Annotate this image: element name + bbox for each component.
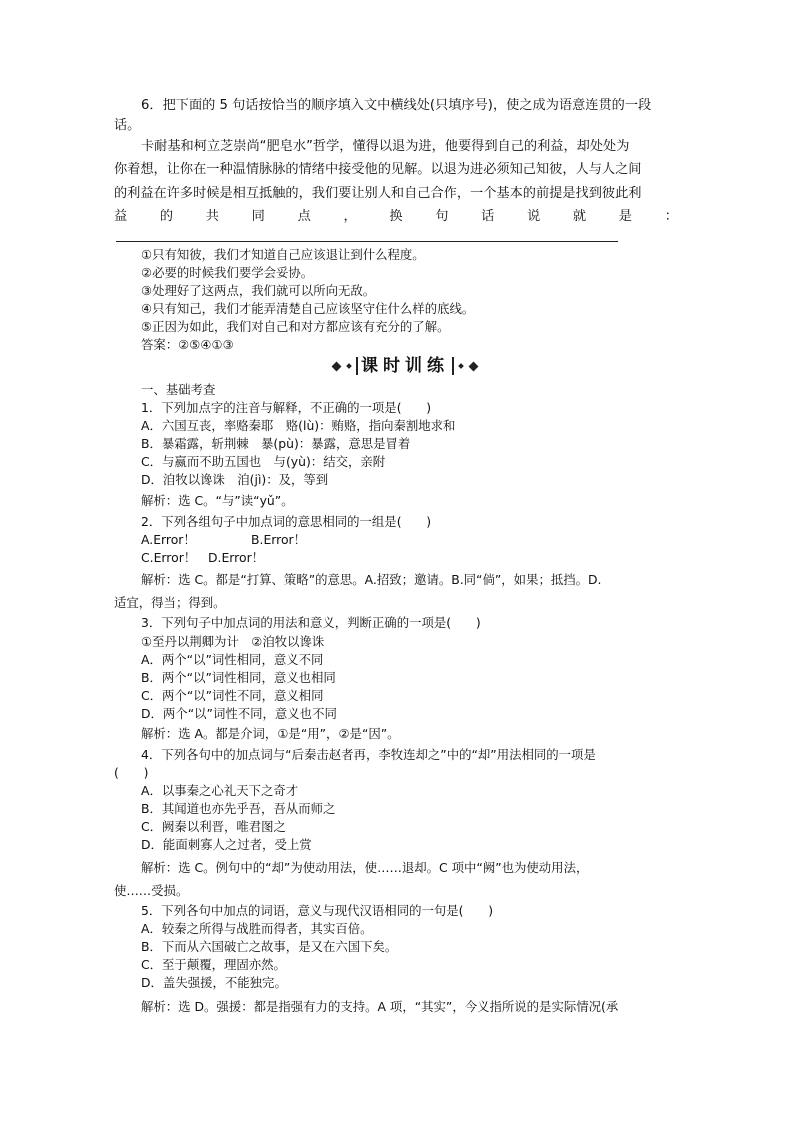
q6-passage-line3: 的利益在许多时候是相互抵触的，我们要让别人和自己合作，一个基本的前提是找到彼此利 [114, 186, 642, 201]
q4-analysis-line2: 使……受损。 [114, 883, 189, 898]
q6-passage-line2: 你着想，让你在一种温情脉脉的情绪中接受他的见解。以退为进必须知己知彼，人与人之间 [114, 162, 642, 177]
q4-option-a: A．以事秦之心礼天下之奇才 [141, 783, 299, 798]
q4-stem-line2: ( ) [114, 765, 149, 780]
q5-option-a: A．较秦之所得与战胜而得者，其实百倍。 [141, 921, 373, 936]
passage-char: ， [343, 209, 357, 224]
passage-char: 句 [435, 209, 449, 224]
q2-analysis-line1: 解析：选 C。都是“打算、策略”的意思。A.招致；邀请。B.同“倘”，如果；抵挡。D. [141, 572, 602, 587]
q5-option-c: C．至于颠覆，理固亦然。 [141, 957, 286, 972]
q6-option-3: ③处理好了这两点，我们就可以所向无敌。 [141, 283, 376, 298]
q4-option-c: C．阙秦以利晋，唯君图之 [141, 819, 286, 834]
q2-option-c: C.Error！ [141, 550, 197, 565]
q3-option-d: D．两个“以”词性不同，意义也不同 [141, 706, 337, 721]
diamond-icon [469, 361, 479, 371]
passage-char: 话 [481, 209, 495, 224]
q6-stem-line1: 6．把下面的 5 句话按恰当的顺序填入文中横线处(只填序号)，使之成为语意连贯的一段 [141, 98, 652, 113]
q2-option-b: B.Error！ [251, 532, 307, 547]
q3-stem: 3．下列句子中加点词的用法和意义，判断正确的一项是( ) [141, 615, 481, 630]
q6-option-4: ④只有知己，我们才能弄清楚自己应该坚守住什么样的底线。 [141, 301, 475, 316]
q1-option-b: B．暴霜露，斩荆棘 暴(pù)：暴露，意思是冒着 [141, 436, 411, 451]
q4-stem-line1: 4．下列各句中的加点词与“后秦击赵者再，李牧连却之”中的“却”用法相同的一项是 [141, 747, 596, 762]
q2-option-a: A.Error！ [141, 532, 196, 547]
q4-option-b: B．其闻道也亦先乎吾，吾从而师之 [141, 801, 336, 816]
passage-char: 共 [205, 209, 219, 224]
q1-option-d: D．洎牧以谗诛 洎(jì)：及，等到 [141, 472, 329, 487]
q6-answer: 答案：②⑤④①③ [141, 337, 234, 352]
section-title: 课时训练 [356, 357, 454, 375]
q2-option-d: D.Error！ [208, 550, 265, 565]
q4-option-d: D．能面刺寡人之过者，受上赏 [141, 837, 312, 852]
part-title: 一、基础考查 [141, 382, 216, 397]
q3-sentences: ①至丹以荆卿为计 ②洎牧以谗诛 [141, 634, 325, 649]
answer-blank-line [116, 241, 618, 242]
small-diamond-icon [458, 363, 464, 369]
q1-stem: 1．下列加点字的注音与解释，不正确的一项是( ) [141, 400, 432, 415]
q6-option-2: ②必要的时候我们要学会妥协。 [141, 265, 314, 280]
q5-analysis: 解析：选 D。强援：都是指强有力的支持。A 项，“其实”，今义指所说的是实际情况(承 [141, 999, 619, 1014]
q5-option-b: B．下而从六国破亡之故事，是又在六国下矣。 [141, 939, 398, 954]
q3-option-a: A．两个“以”词性相同，意义不同 [141, 652, 324, 667]
q6-option-5: ⑤正因为如此，我们对自己和对方都应该有充分的了解。 [141, 319, 450, 334]
q6-option-1: ①只有知彼，我们才知道自己应该退让到什么程度。 [141, 247, 425, 262]
passage-char: 就 [572, 209, 587, 224]
passage-char: 换 [389, 209, 403, 224]
q6-stem-line2: 话。 [114, 118, 141, 133]
passage-char: 是 [618, 209, 632, 224]
q3-analysis: 解析：选 A。都是介词，①是“用”，②是“因”。 [141, 726, 400, 741]
passage-char: ： [664, 209, 678, 224]
q4-analysis-line1: 解析：选 C。例句中的“却”为使动用法，使……退却。C 项中“阙”也为使动用法， [141, 860, 589, 875]
q2-analysis-line2: 适宜，得当；得到。 [114, 595, 226, 610]
q5-option-d: D．盖失强援，不能独完。 [141, 975, 287, 990]
q3-option-b: B．两个“以”词性相同，意义也相同 [141, 670, 336, 685]
q1-analysis: 解析：选 C。“与”读“yǔ”。 [141, 493, 294, 508]
passage-char: 益 [114, 209, 128, 224]
q1-option-a: A．六国互丧，率赂秦耶 赂(lù)：贿赂，指向秦割地求和 [141, 418, 456, 433]
q1-option-c: C．与嬴而不助五国也 与(yù)：结交，亲附 [141, 454, 386, 469]
section-header [331, 355, 479, 377]
q3-option-c: C．两个“以”词性不同，意义相同 [141, 688, 324, 703]
passage-char: 的 [159, 209, 174, 224]
q5-stem: 5．下列各句中加点的词语，意义与现代汉语相同的一句是( ) [141, 903, 494, 918]
diamond-icon [332, 361, 342, 371]
passage-char: 点 [297, 209, 311, 224]
q6-passage-line1: 卡耐基和柯立芝崇尚“肥皂水”哲学，懂得以退为进，他要得到自己的利益，却处处为 [141, 139, 630, 154]
q6-passage-line4 [114, 208, 678, 226]
passage-char: 同 [251, 209, 265, 224]
small-diamond-icon [346, 363, 352, 369]
q2-stem: 2．下列各组句子中加点词的意思相同的一组是( ) [141, 514, 432, 529]
passage-char: 说 [527, 209, 541, 224]
